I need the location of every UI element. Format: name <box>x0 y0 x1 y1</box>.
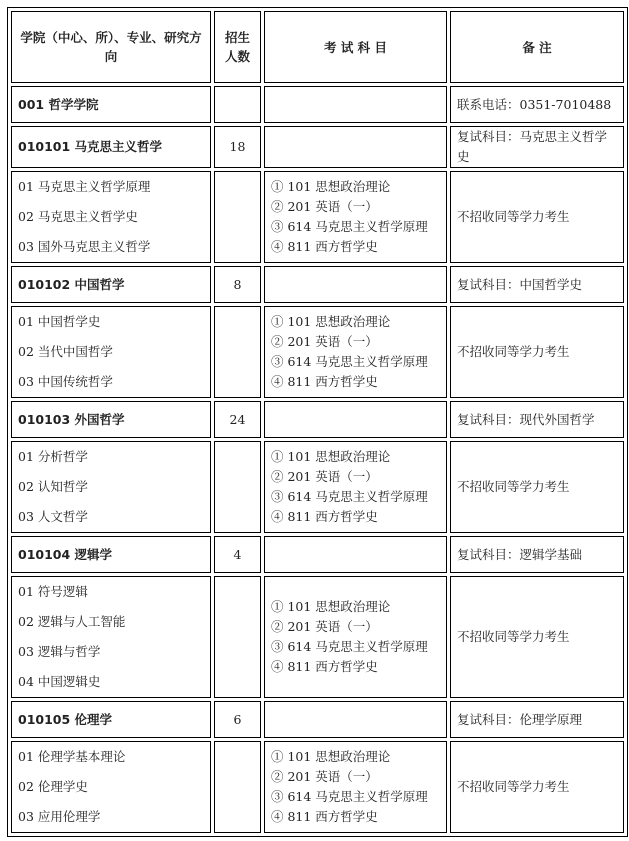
major-name: 010104 逻辑学 <box>11 536 211 573</box>
exam-subject: ④ 811 西方哲学史 <box>271 239 378 254</box>
major-quota: 4 <box>214 536 261 573</box>
direction-row <box>11 171 624 263</box>
major-retest: 复试科目：逻辑学基础 <box>450 536 624 573</box>
college-name: 001 哲学学院 <box>11 86 211 123</box>
direction-note: 不招收同等学力考生 <box>450 306 624 398</box>
direction-row <box>11 741 624 833</box>
college-subjects <box>264 86 447 123</box>
exam-subject: ③ 614 马克思主义哲学原理 <box>271 354 428 369</box>
exam-subject-list <box>264 306 447 398</box>
exam-subject: ③ 614 马克思主义哲学原理 <box>271 219 428 234</box>
direction-list <box>11 171 211 263</box>
exam-subject: ② 201 英语（一） <box>271 769 378 784</box>
header-quota: 招生人数 <box>214 11 261 83</box>
major-subjects-empty <box>264 536 447 573</box>
exam-subject: ③ 614 马克思主义哲学原理 <box>271 489 428 504</box>
exam-subject-list <box>264 576 447 698</box>
direction-quota-empty <box>214 741 261 833</box>
direction-row <box>11 441 624 533</box>
direction-item: 01 伦理学基本理论 <box>18 749 126 764</box>
direction-item: 03 逻辑与哲学 <box>18 644 101 659</box>
direction-item: 01 中国哲学史 <box>18 314 101 329</box>
major-name: 010105 伦理学 <box>11 701 211 738</box>
major-quota: 24 <box>214 401 261 438</box>
major-row <box>11 266 624 303</box>
direction-item: 03 应用伦理学 <box>18 809 101 824</box>
major-quota: 18 <box>214 126 261 168</box>
exam-subject: ③ 614 马克思主义哲学原理 <box>271 789 428 804</box>
exam-subject: ① 101 思想政治理论 <box>271 179 391 194</box>
direction-row <box>11 576 624 698</box>
header-subjects: 考 试 科 目 <box>264 11 447 83</box>
exam-subject: ② 201 英语（一） <box>271 619 378 634</box>
direction-note: 不招收同等学力考生 <box>450 441 624 533</box>
major-subjects-empty <box>264 701 447 738</box>
direction-note: 不招收同等学力考生 <box>450 576 624 698</box>
header-notes: 备 注 <box>450 11 624 83</box>
admissions-table <box>7 7 628 837</box>
college-row <box>11 86 624 123</box>
direction-quota-empty <box>214 171 261 263</box>
major-name: 010103 外国哲学 <box>11 401 211 438</box>
direction-quota-empty <box>214 306 261 398</box>
exam-subject: ② 201 英语（一） <box>271 469 378 484</box>
college-quota <box>214 86 261 123</box>
direction-item: 03 人文哲学 <box>18 509 88 524</box>
exam-subject: ① 101 思想政治理论 <box>271 449 391 464</box>
direction-item: 02 逻辑与人工智能 <box>18 614 126 629</box>
direction-item: 02 马克思主义哲学史 <box>18 209 138 224</box>
major-subjects-empty <box>264 266 447 303</box>
direction-item: 01 马克思主义哲学原理 <box>18 179 151 194</box>
direction-note: 不招收同等学力考生 <box>450 741 624 833</box>
exam-subject: ① 101 思想政治理论 <box>271 314 391 329</box>
major-quota: 8 <box>214 266 261 303</box>
direction-list <box>11 741 211 833</box>
header-row <box>11 11 624 83</box>
major-name: 010101 马克思主义哲学 <box>11 126 211 168</box>
exam-subject-list <box>264 741 447 833</box>
direction-item: 02 认知哲学 <box>18 479 88 494</box>
direction-item: 02 当代中国哲学 <box>18 344 113 359</box>
direction-item: 03 国外马克思主义哲学 <box>18 239 151 254</box>
major-subjects-empty <box>264 126 447 168</box>
direction-list <box>11 441 211 533</box>
exam-subject-list <box>264 171 447 263</box>
major-subjects-empty <box>264 401 447 438</box>
exam-subject: ④ 811 西方哲学史 <box>271 374 378 389</box>
major-name: 010102 中国哲学 <box>11 266 211 303</box>
major-row <box>11 701 624 738</box>
direction-item: 02 伦理学史 <box>18 779 88 794</box>
header-college: 学院（中心、所）、专业、研究方向 <box>11 11 211 83</box>
admissions-table-wrapper <box>7 7 628 837</box>
exam-subject: ④ 811 西方哲学史 <box>271 809 378 824</box>
direction-item: 01 符号逻辑 <box>18 584 88 599</box>
exam-subject: ② 201 英语（一） <box>271 199 378 214</box>
direction-quota-empty <box>214 441 261 533</box>
exam-subject: ③ 614 马克思主义哲学原理 <box>271 639 428 654</box>
exam-subject: ④ 811 西方哲学史 <box>271 659 378 674</box>
major-retest: 复试科目：马克思主义哲学史 <box>450 126 624 168</box>
direction-list <box>11 306 211 398</box>
exam-subject: ① 101 思想政治理论 <box>271 599 391 614</box>
direction-quota-empty <box>214 576 261 698</box>
direction-item: 03 中国传统哲学 <box>18 374 113 389</box>
major-retest: 复试科目：伦理学原理 <box>450 701 624 738</box>
major-row <box>11 126 624 168</box>
major-retest: 复试科目：中国哲学史 <box>450 266 624 303</box>
exam-subject: ① 101 思想政治理论 <box>271 749 391 764</box>
direction-item: 04 中国逻辑史 <box>18 674 101 689</box>
major-row <box>11 536 624 573</box>
exam-subject: ② 201 英语（一） <box>271 334 378 349</box>
direction-list <box>11 576 211 698</box>
college-note: 联系电话：0351-7010488 <box>450 86 624 123</box>
exam-subject: ④ 811 西方哲学史 <box>271 509 378 524</box>
exam-subject-list <box>264 441 447 533</box>
major-row <box>11 401 624 438</box>
major-quota: 6 <box>214 701 261 738</box>
direction-note: 不招收同等学力考生 <box>450 171 624 263</box>
major-retest: 复试科目：现代外国哲学 <box>450 401 624 438</box>
direction-item: 01 分析哲学 <box>18 449 88 464</box>
direction-row <box>11 306 624 398</box>
